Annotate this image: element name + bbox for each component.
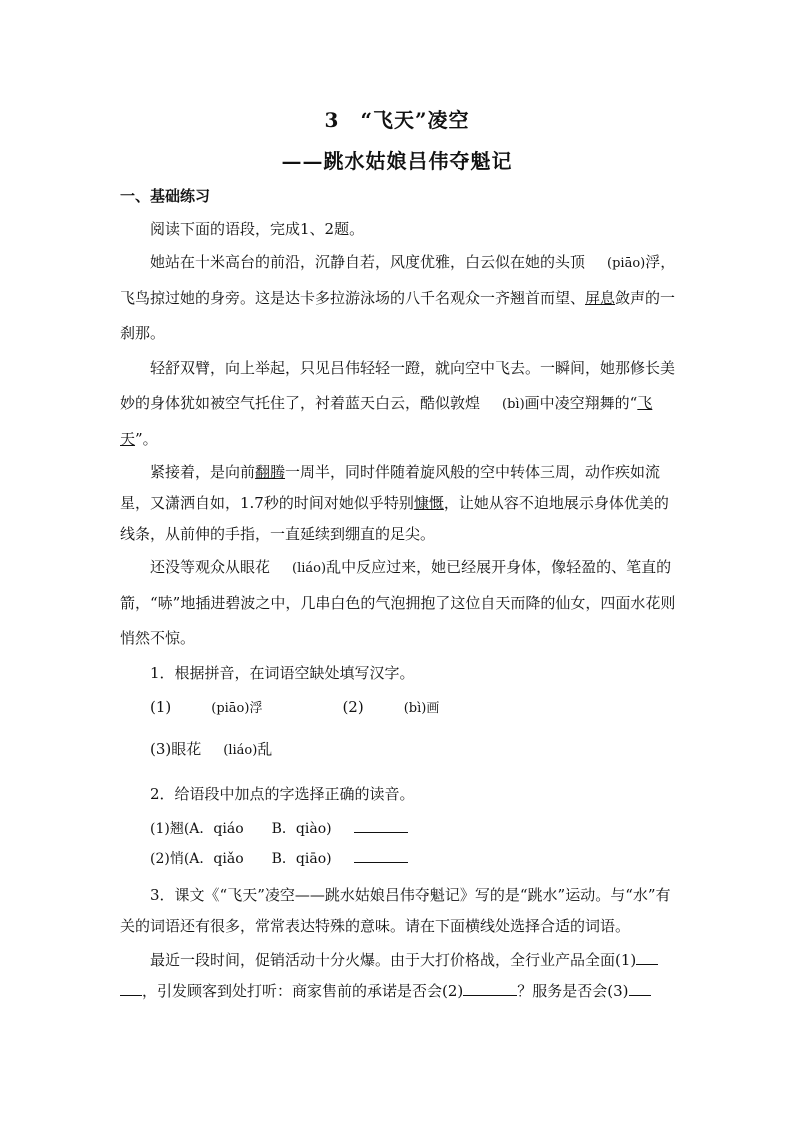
text-run: 乱中反应过来，她已经展开身体，像轻盈的、笔直的箭，“哧”地插进碧波之中，几串白色的气泡拥抱了这位自天而降的仙女，四面水花则悄然不惊。 [120, 558, 676, 647]
pinyin-hint: (bì)画 [403, 701, 440, 716]
text-run: 她站在十米高台的前沿，沉静自若，风度优雅，白云似在她的头顶 [150, 253, 586, 271]
answer-blank[interactable] [629, 981, 651, 996]
passage-paragraph-1 [120, 245, 676, 351]
answer-blank[interactable] [463, 981, 517, 996]
text-run: 浮，飞鸟掠过她的身旁。这是达卡多拉游泳场的八千名观众一齐翘首而望、 [120, 253, 676, 307]
option-text: (2)悄(A．qiǎo B．qiāo) [150, 851, 332, 867]
exercise-content [120, 214, 676, 1007]
answer-blank[interactable] [120, 981, 142, 996]
item-label: (3)眼花 [150, 740, 202, 758]
pinyin-hint: (piāo)浮 [211, 701, 263, 716]
question-3-text: 3．课文《“飞天”凌空——跳水姑娘吕伟夺魁记》写的是“跳水”运动。与“水”有关的词语还有很多，常常表达特殊的意味。请在下面横线处选择合适的词语。 [120, 886, 671, 935]
underlined-word: 屏息 [585, 289, 616, 307]
text-run: 乱 [257, 740, 273, 758]
text-run: 还没等观众从眼花 [150, 558, 271, 576]
answer-blank[interactable] [354, 848, 408, 863]
instruction-text: 阅读下面的语段，完成1、2题。 [150, 220, 365, 238]
question-3-paragraph [120, 945, 676, 1007]
passage-paragraph-2 [120, 351, 676, 457]
answer-blank[interactable] [636, 950, 658, 965]
question-1-items-a [120, 690, 676, 726]
text-run: 一周半，同时伴随着旋风般的空中转体三周，动作疾如流星，又潇洒自如，1.7秒的时间对她似乎特别 [120, 463, 661, 512]
underlined-word: 翻腾 [255, 463, 286, 481]
text-run: 紧接着，是向前 [150, 463, 256, 481]
lesson-subtitle: ——跳水姑娘吕伟夺魁记 [281, 149, 513, 173]
passage-paragraph-4 [120, 550, 676, 656]
lesson-title: 3 “飞天”凌空 [324, 108, 470, 132]
section-heading: 一、基础练习 [120, 187, 211, 205]
underlined-word: 飞天 [120, 394, 653, 448]
pinyin-hint: (liáo) [223, 743, 258, 758]
text-run: ”。 [135, 430, 158, 448]
underlined-word: 慷慨 [413, 494, 444, 512]
text-run: ，引发顾客到处打听：商家售前的承诺是否会(2) [142, 982, 464, 1000]
item-label: (1) [150, 698, 172, 716]
pinyin-hint: (piāo) [607, 256, 646, 271]
question-2-item-a [120, 814, 676, 844]
question-1-stem: 1．根据拼音，在词语空缺处填写汉字。 [150, 664, 415, 682]
option-text: (1)翘(A．qiáo B．qiào) [150, 821, 332, 837]
pinyin-hint: (bì) [502, 397, 525, 412]
question-1-items-b [120, 726, 676, 774]
text-run: ，让她从容不迫地展示身体优美的线条，从前伸的手指，一直延续到绷直的足尖。 [120, 494, 669, 543]
passage-paragraph-3 [120, 457, 676, 550]
question-2-stem: 2．给语段中加点的字选择正确的读音。 [150, 785, 415, 803]
answer-blank[interactable] [354, 818, 408, 833]
text-run: 画中凌空翔舞的“ [524, 394, 638, 412]
text-run: ？服务是否会(3) [517, 982, 629, 1000]
text-run: 敛声的一刹那。 [120, 289, 676, 342]
item-label: (2) [342, 698, 364, 716]
pinyin-hint: (liáo) [292, 561, 327, 576]
question-2-item-b [120, 844, 676, 874]
text-run: 轻舒双臂，向上举起，只见吕伟轻轻一蹬，就向空中飞去。一瞬间，她那修长美妙的身体犹如被空气托住了，衬着蓝天白云，酷似敦煌 [120, 359, 676, 412]
text-run: 最近一段时间，促销活动十分火爆。由于大打价格战，全行业产品全面(1) [150, 951, 637, 969]
